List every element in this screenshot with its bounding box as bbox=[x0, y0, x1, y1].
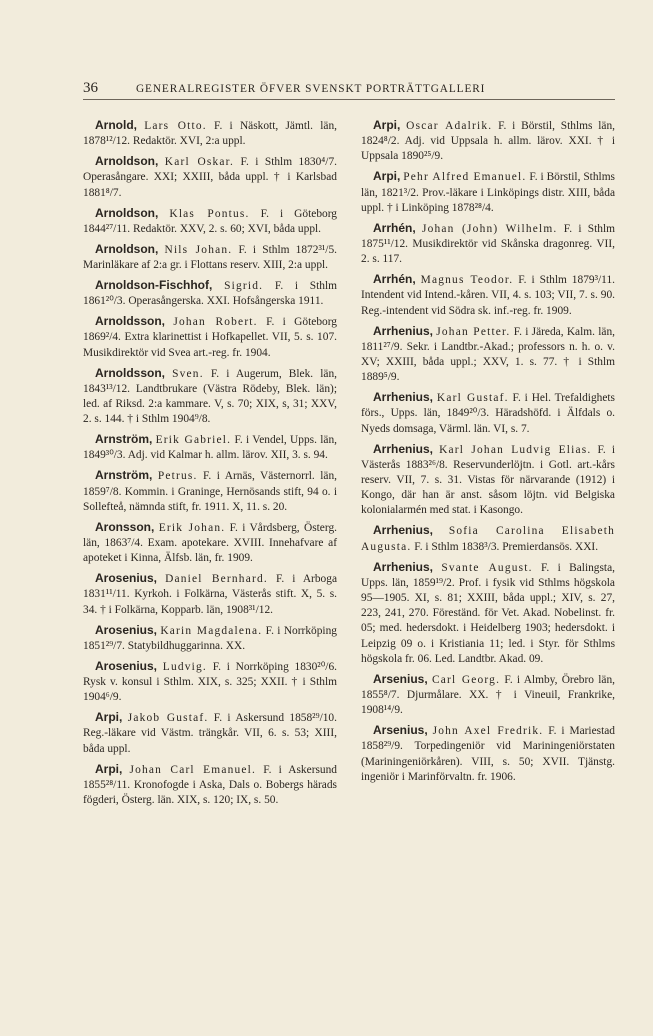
entry-details: F. i Sthlm 1872³¹/5. Marinläkare af 2:a gr. i Flottans reserv. XIII, 2:a uppl. bbox=[83, 243, 337, 272]
entry-given-names: Johan Petter. bbox=[436, 325, 511, 338]
entry-surname: Arrhenius, bbox=[373, 323, 434, 338]
entry-surname: Aronsson, bbox=[95, 519, 155, 534]
entry-details: F. i Hel. Trefaldighets förs., Upps. län, 1849²⁰/3. Häradshöfd. i Älfdals o. Nyeds domsaga, Värml. län. VI, s. 7. bbox=[361, 392, 615, 435]
entry-details: F. i Arboga 1831¹¹/11. Kyrkoh. i Folkärna, Västerås stift. X, 5. s. 34. † i Folkärna, Kopparb. län, 1908³¹/12. bbox=[83, 573, 337, 616]
entry-details: F. i Börstil, Sthlms län, 1821³/2. Prov.-läkare i Linköpings distr. XIII, båda uppl. † i Linköping 1878²⁸/4. bbox=[361, 171, 615, 214]
register-entry bbox=[361, 272, 615, 319]
entry-surname: Arrhenius, bbox=[373, 523, 434, 538]
entry-surname: Arnoldson-Fischhof, bbox=[95, 278, 213, 293]
register-entry bbox=[83, 366, 337, 428]
page-number: 36 bbox=[83, 80, 98, 96]
entry-surname: Arnoldsson, bbox=[95, 365, 166, 380]
register-entry bbox=[83, 242, 337, 273]
entry-given-names: Lars Otto. bbox=[144, 120, 207, 132]
entry-details: F. i Sthlm 1830⁴/7. Operasångare. XXI; XXIII, båda uppl. † i Karlsbad 1881⁸/7. bbox=[83, 156, 337, 199]
entry-details: F. i Göteborg 1869²/4. Extra klarinettist i Hofkapellet. VII, 5. s. 107. Musikdirektör vid Svea art.-reg. fr. 1904. bbox=[83, 316, 337, 359]
entry-surname: Arrhenius, bbox=[373, 441, 434, 456]
register-entry bbox=[83, 154, 337, 201]
register-entry bbox=[361, 672, 615, 719]
entry-surname: Arnoldson, bbox=[95, 241, 159, 256]
register-entry bbox=[361, 169, 615, 216]
entry-given-names: Sigrid. bbox=[224, 280, 264, 293]
page-header bbox=[83, 80, 615, 100]
entry-given-names: Petrus. bbox=[157, 470, 198, 483]
entry-given-names: Johan Carl Emanuel. bbox=[129, 763, 257, 776]
entry-details: F. i Västerås 1883²⁶/8. Reservunderlöjtn. i Gotl. art.-kårs reserv. VII, 7. s. 31. Vistas för närvarande (1912) i Kongo, där han är anst. såsom löjtn. vid Belgiska kolonialarmén med stat. i Kasongo. bbox=[361, 443, 615, 517]
entry-given-names: Erik Gabriel. bbox=[155, 434, 232, 447]
entry-details: F. i Vendel, Upps. län, 1849³⁰/3. Adj. vid Kalmar h. allm. lärov. XII, 3. s. 94. bbox=[83, 434, 337, 462]
entry-surname: Arpi, bbox=[95, 710, 123, 725]
register-entry bbox=[83, 659, 337, 706]
entry-details: F. i Börstil, Sthlms län, 1824⁸/2. Adj. vid Uppsala h. allm. lärov. XXI. † i Uppsala 1890²⁵/9. bbox=[361, 120, 615, 163]
entry-given-names: Nils Johan. bbox=[164, 243, 233, 256]
entry-surname: Arosenius, bbox=[95, 571, 158, 586]
entry-surname: Arsenius, bbox=[373, 723, 428, 738]
entry-given-names: Karl Gustaf. bbox=[436, 392, 509, 405]
entry-details: F. i Askersund 1858²⁹/10. Reg.-läkare vid Västm. trängkår. VII, 6. s. 53; XIII, båda uppl. bbox=[83, 712, 337, 755]
entry-given-names: Jakob Gustaf. bbox=[127, 712, 209, 725]
entry-surname: Arrhén, bbox=[373, 220, 416, 235]
entry-surname: Arosenius, bbox=[95, 658, 158, 673]
entry-details: F. i Näskott, Jämtl. län, 1878¹²/12. Redaktör. XVI, 2:a uppl. bbox=[83, 120, 337, 148]
entry-details: F. i Norrköping 1851²⁹/7. Statybildhuggarinna. XX. bbox=[83, 624, 337, 652]
entry-details: F. i Järeda, Kalm. län, 1811²⁷/9. Sekr. i Landtbr.-Akad.; professors n. h. o. v. XV; XXIII, båda uppl.; XXV, 1. s. 77. † i Sthlm 1889⁵/9. bbox=[361, 325, 615, 384]
entry-given-names: Daniel Bernhard. bbox=[165, 573, 268, 586]
left-column bbox=[83, 118, 337, 813]
entry-surname: Arpi, bbox=[373, 118, 401, 132]
entry-given-names: Karin Magdalena. bbox=[160, 624, 263, 637]
entry-surname: Arrhenius, bbox=[373, 559, 434, 574]
right-column bbox=[361, 118, 615, 790]
entry-details: F. i Almby, Örebro län, 1855⁸/7. Djurmålare. XX. † i Vineuil, Frankrike, 1908¹⁴/9. bbox=[361, 673, 615, 717]
entry-surname: Arosenius, bbox=[95, 622, 158, 637]
entry-given-names: Pehr Alfred Emanuel. bbox=[403, 171, 527, 184]
entry-surname: Arnoldson, bbox=[95, 154, 159, 169]
entry-given-names: Sofia Carolina Elisabeth Augusta. bbox=[361, 525, 615, 553]
register-entry bbox=[361, 560, 615, 667]
entry-given-names: Karl Johan Ludvig Elias. bbox=[439, 443, 592, 456]
entry-surname: Arrhén, bbox=[373, 272, 416, 287]
entry-given-names: Klas Pontus. bbox=[169, 207, 250, 220]
register-entry bbox=[83, 623, 337, 654]
register-entry bbox=[83, 710, 337, 757]
entry-given-names: Ludvig. bbox=[162, 660, 207, 673]
entry-given-names: Erik Johan. bbox=[158, 521, 226, 534]
register-entry bbox=[361, 723, 615, 785]
entry-surname: Arnström, bbox=[95, 432, 153, 447]
register-entry bbox=[83, 468, 337, 515]
register-entry bbox=[361, 118, 615, 165]
entry-details: F. i Sthlm 1879³/11. Intendent vid Intend.-kåren. VII, 4. s. 103; VII, 7. s. 90. Reg.-intendent vid Södra sk. inf.-reg. fr. 1909. bbox=[361, 274, 615, 317]
register-entry bbox=[83, 206, 337, 237]
entry-details: F. i Sthlm 1875¹¹/12. Musikdirektör vid Skånska dragonreg. VII, 2. s. 117. bbox=[361, 222, 615, 266]
entry-given-names: Oscar Adalrik. bbox=[406, 120, 493, 132]
register-entry bbox=[83, 118, 337, 149]
register-entry bbox=[83, 571, 337, 618]
register-entry bbox=[83, 762, 337, 809]
entry-details: F. i Augerum, Blek. län, 1843¹³/12. Landtbrukare (Västra Rödeby, Blek. län); led. af Riksd. 2:a kammare. V, s. 70; XIX, s, 31; XXV, 2. s. 144. † i Sthlm 1904⁹/8. bbox=[83, 367, 337, 426]
register-entry bbox=[361, 390, 615, 437]
entry-details: F. i Norrköping 1830²⁰/6. Rysk v. konsul i Sthlm. XIX, s. 325; XXII. † i Sthlm 1904⁶/9. bbox=[83, 660, 337, 704]
entry-details: F. i Göteborg 1844²⁷/11. Redaktör. XXV, 2. s. 60; XVI, båda uppl. bbox=[83, 207, 337, 235]
entry-surname: Arnold, bbox=[95, 118, 137, 132]
entry-surname: Arpi, bbox=[373, 169, 401, 184]
entry-details: F. i Arnäs, Västernorrl. län, 1859⁷/8. Kommin. i Graninge, Hernösands stift, 94 o. i Solleftеå, nämnda stift, fr. 1911. X, 11. s. 20. bbox=[83, 470, 337, 513]
register-entry bbox=[361, 324, 615, 386]
entry-given-names: John Axel Fredrik. bbox=[432, 725, 544, 738]
register-entry bbox=[83, 520, 337, 567]
entry-surname: Arnström, bbox=[95, 468, 153, 483]
entry-given-names: Johan (John) Wilhelm. bbox=[421, 222, 558, 235]
entry-surname: Arpi, bbox=[95, 761, 123, 776]
entry-details: F. i Askersund 1855²⁸/11. Kronofogde i Aska, Dals o. Bobergs härads fögderi, Österg. län. XIX, s. 120; IX, s. 50. bbox=[83, 763, 337, 807]
entry-details: F. i Vårdsberg, Österg. län, 1863⁷/4. Exam. apotekare. XVIII. Innehafvare af apoteket i Kinna, Älfsb. län, fr. 1909. bbox=[83, 521, 337, 565]
entry-surname: Arnoldsson, bbox=[95, 314, 166, 329]
entry-given-names: Johan Robert. bbox=[173, 316, 258, 329]
entry-details: F. i Balingsta, Upps. län, 1859¹⁹/2. Prof. i fysik vid Sthlms högskola 95—1905. XI, s. 81; XXIII, båda uppl.; XIV, s. 27, 223, 241, 270. Föreständ. för Vet. Akad. Nobelinst. fr. 05; med. hedersdokt. i Heidelberg 1903; hedersdokt. i Leipzig 09 o. i Kristiania 11; led. i Styr. för Sthlms högskola fr. 06. Led. Landtbr. Akad. 09. bbox=[361, 561, 615, 665]
register-entry bbox=[361, 523, 615, 554]
running-title: GENERALREGISTER ÖFVER SVENSKT PORTRÄTTGALLERI bbox=[136, 83, 486, 95]
entry-given-names: Carl Georg. bbox=[431, 673, 501, 686]
entry-given-names: Magnus Teodor. bbox=[420, 274, 514, 287]
register-entry bbox=[83, 278, 337, 309]
entry-details: F. i Sthlm 1838³/3. Premierdansös. XXI. bbox=[411, 540, 599, 553]
register-entry bbox=[83, 432, 337, 463]
entry-surname: Arsenius, bbox=[373, 671, 428, 686]
entry-surname: Arnoldson, bbox=[95, 205, 159, 220]
register-entry bbox=[361, 221, 615, 268]
entry-given-names: Svante August. bbox=[441, 561, 533, 574]
entry-given-names: Karl Oskar. bbox=[164, 156, 235, 169]
entry-given-names: Sven. bbox=[172, 367, 204, 380]
register-entry bbox=[83, 314, 337, 361]
entry-details: F. i Sthlm 1861²⁰/3. Operasångerska. XXI. Hofsångerska 1911. bbox=[83, 280, 337, 308]
entry-surname: Arrhenius, bbox=[373, 390, 434, 405]
register-entry bbox=[361, 442, 615, 519]
entry-details: F. i Mariestad 1858²⁹/9. Torpedingeniör vid Mariningeniörstaten (Mariningeniörkåren). VIII, s. 50; XVII. Tjänstg. ingeniör i Marinförvaltn. fr. 1906. bbox=[361, 725, 615, 783]
